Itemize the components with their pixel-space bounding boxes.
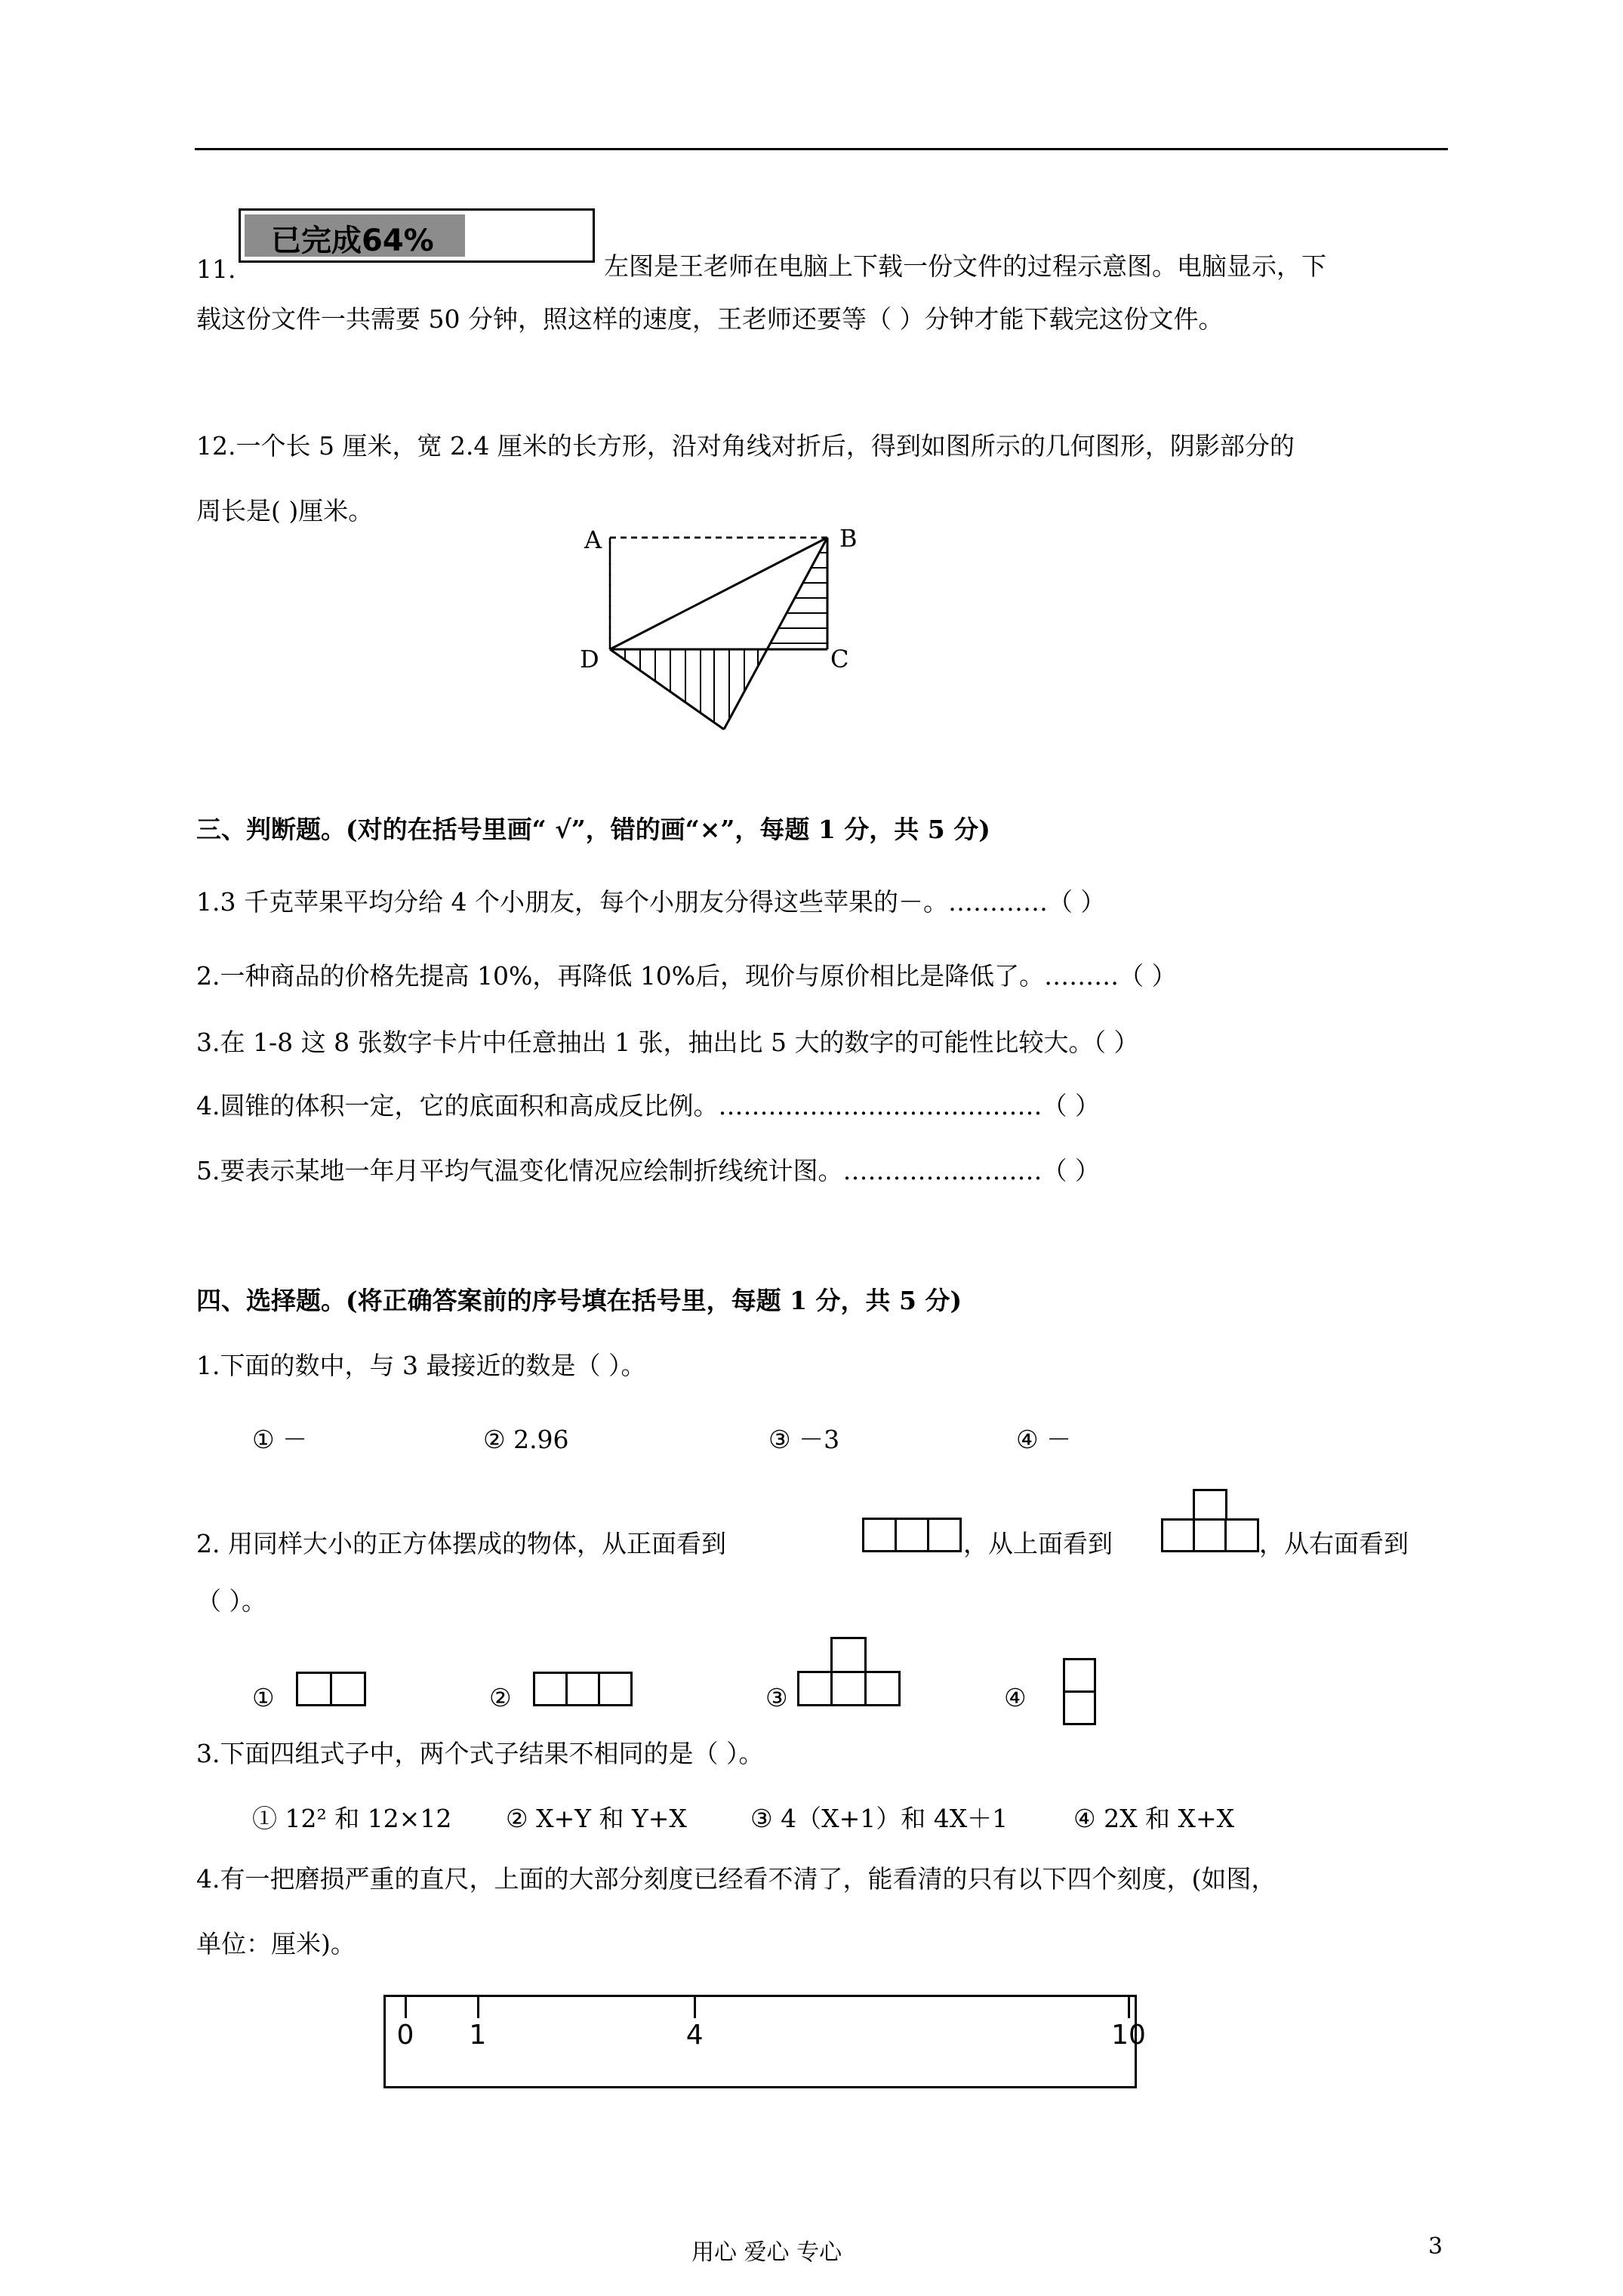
q2-line2: （ ）。 [196, 1586, 266, 1616]
front-view-square [927, 1518, 962, 1552]
ruler-tick-label: 10 [1111, 2020, 1146, 2051]
page-number: 3 [1428, 2233, 1443, 2260]
section3-item-3: 3.在 1-8 这 8 张数字卡片中任意抽出 1 张，抽出比 5 大的数字的可能性比较大。（ ） [196, 1028, 1139, 1057]
q12-line2: 周长是( )厘米。 [196, 496, 374, 525]
q3-option-4: ④ 2X 和 X+X [1073, 1804, 1235, 1833]
q2-part2: ，从上面看到 [963, 1529, 1113, 1558]
top-view-square [1193, 1489, 1227, 1521]
option3-square [830, 1671, 867, 1706]
top-view-square [1193, 1518, 1227, 1552]
section3-item-4: 4.圆锥的体积一定，它的底面积和高成反比例。…………………………………（ ） [196, 1091, 1100, 1120]
header-rule [195, 148, 1448, 150]
section3-item-5: 5.要表示某地一年月平均气温变化情况应绘制折线统计图。……………………（ ） [196, 1156, 1100, 1185]
q1-option-2: ② 2.96 [483, 1425, 569, 1454]
option3-square [797, 1671, 833, 1706]
top-view-square [1161, 1518, 1196, 1552]
q1-option-3: ③ －3 [768, 1425, 840, 1454]
option3-square [864, 1671, 901, 1706]
section4-q4-line1: 4.有一把磨损严重的直尺，上面的大部分刻度已经看不清了，能看清的只有以下四个刻度，(如图， [196, 1864, 1277, 1894]
option3-square [830, 1637, 867, 1673]
option4-square [1063, 1658, 1096, 1693]
label-b: B [839, 524, 858, 553]
section3-title: 三、判断题。(对的在括号里画“ √”，错的画“×”，每题 1 分，共 5 分) [196, 815, 990, 844]
ruler-tick-10 [1128, 1997, 1130, 2018]
q2-part3: ，从右面看到 [1259, 1529, 1409, 1558]
option1-square [296, 1672, 332, 1706]
q3-option-2: ② X+Y 和 Y+X [506, 1804, 687, 1833]
section3-item-2: 2.一种商品的价格先提高 10%，再降低 10%后，现价与原价相比是降低了。………（ ） [196, 961, 1177, 991]
ruler-tick-label: 4 [685, 2020, 704, 2051]
ruler-tick-label: 0 [396, 2020, 414, 2051]
section4-q1-text: 1.下面的数中，与 3 最接近的数是（ ）。 [196, 1351, 646, 1380]
footer-motto: 用心 爱心 专心 [691, 2239, 842, 2266]
label-c: C [830, 645, 849, 673]
download-progress-bar [239, 208, 595, 263]
ruler-tick-4 [694, 1997, 696, 2018]
q3-option-1: ① 12² 和 12×12 [252, 1804, 452, 1833]
worn-ruler [383, 1995, 1146, 2088]
front-view-square [862, 1518, 897, 1552]
ruler-tick-1 [477, 1997, 479, 2018]
option2-square [598, 1672, 633, 1706]
q1-option-4: ④ － [1016, 1425, 1072, 1454]
q11-line1: 左图是王老师在电脑上下载一份文件的过程示意图。电脑显示，下 [604, 251, 1326, 281]
option1-square [330, 1672, 366, 1706]
label-d: D [580, 645, 599, 673]
q2-option-3: ③ [765, 1683, 788, 1712]
q2-option-4: ④ [1004, 1683, 1027, 1712]
folded-rectangle-figure [574, 521, 936, 740]
q1-option-1: ① － [252, 1425, 308, 1454]
ruler-tick-0 [405, 1997, 407, 2018]
section3-item-1: 1.3 千克苹果平均分给 4 个小朋友，每个小朋友分得这些苹果的－。…………（ ） [196, 887, 1106, 917]
q2-part1: 2. 用同样大小的正方体摆成的物体，从正面看到 [196, 1529, 726, 1558]
q11-number: 11. [196, 254, 236, 284]
progress-label: 已完成64% [271, 223, 434, 258]
section4-q3-text: 3.下面四组式子中，两个式子结果不相同的是（ ）。 [196, 1739, 764, 1768]
ruler-tick-label: 1 [469, 2020, 487, 2051]
q12-line1: 12.一个长 5 厘米，宽 2.4 厘米的长方形，沿对角线对折后，得到如图所示的几何图形，阴影部分的 [196, 431, 1295, 461]
option2-square [565, 1672, 600, 1706]
section4-q4-line2: 单位：厘米)。 [196, 1929, 356, 1959]
q2-option-2: ② [489, 1683, 512, 1712]
label-a: A [584, 525, 602, 554]
section4-title: 四、选择题。(将正确答案前的序号填在括号里，每题 1 分，共 5 分) [196, 1286, 962, 1315]
option2-square [533, 1672, 568, 1706]
q3-option-3: ③ 4（X+1）和 4X＋1 [750, 1804, 1009, 1833]
q11-line2: 载这份文件一共需要 50 分钟，照这样的速度，王老师还要等（ ）分钟才能下载完这份文件。 [196, 304, 1224, 334]
top-view-square [1224, 1518, 1259, 1552]
front-view-square [895, 1518, 929, 1552]
q2-option-1: ① [252, 1683, 275, 1712]
option4-square [1063, 1690, 1096, 1725]
